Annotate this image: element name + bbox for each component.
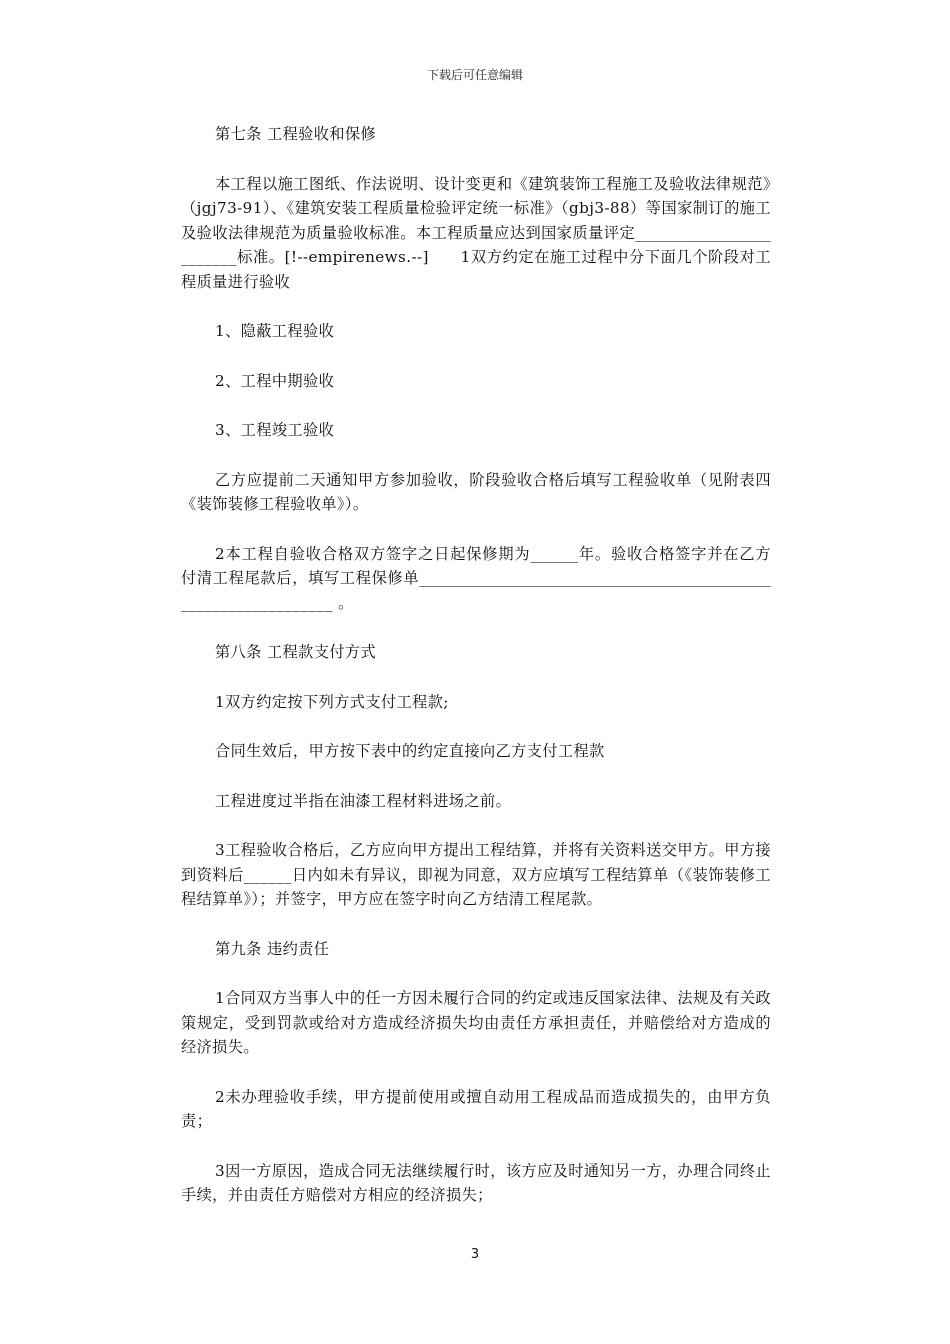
settlement-clause: 3工程验收合格后，乙方应向甲方提出工程结算，并将有关资料送交甲方。甲方接到资料后______日内如未有异议，即视为同意，双方应填写工程结算单（《装饰装修工程结算单》）；并签字，甲方应在签字时向乙方结清工程尾款。 — [181, 841, 771, 908]
document-body — [181, 122, 771, 1208]
liability-clause-1: 1合同双方当事人中的任一方因未履行合同的约定或违反国家法律、法规及有关政策规定，受到罚款或给对方造成经济损失均由责任方承担责任，并赔偿给对方造成的经济损失。 — [181, 989, 771, 1056]
page-header: 下载后可任意编辑 — [426, 68, 523, 82]
payment-clause-contract: 合同生效后，甲方按下表中的约定直接向乙方支付工程款 — [215, 742, 605, 760]
article-8-heading: 第八条 工程款支付方式 — [215, 643, 377, 661]
liability-clause-3: 3因一方原因，造成合同无法继续履行时，该方应及时通知另一方，办理合同终止手续，并由责任方赔偿对方相应的经济损失； — [181, 1161, 771, 1204]
article-7-heading: 第七条 工程验收和保修 — [215, 125, 377, 143]
page-number: 3 — [470, 1247, 480, 1262]
inspection-notice-clause: 乙方应提前二天通知甲方参加验收，阶段验收合格后填写工程验收单（见附表四《装饰装修工程验收单》）。 — [181, 470, 771, 513]
article-7-clause-standards: 本工程以施工图纸、作法说明、设计变更和《建筑装饰工程施工及验收法律规范》（jgj73-91）、《建筑安装工程质量检验评定统一标准》（gbj3-88）等国家制订的施工及验收法律规范为质量验收标准。本工程质量应达到国家质量评定________________________标准。[!--empirenews.--] 1双方约定在施工过程中分下面几个阶段对工程质量进行验收 — [181, 174, 771, 291]
inspection-stage-3: 3、工程竣工验收 — [215, 421, 335, 439]
inspection-stage-2: 2、工程中期验收 — [215, 371, 335, 390]
liability-clause-2: 2未办理验收手续，甲方提前使用或擅自动用工程成品而造成损失的，由甲方负责； — [181, 1087, 771, 1130]
article-9-heading: 第九条 违约责任 — [215, 939, 330, 958]
payment-clause-progress: 工程进度过半指在油漆工程材料进场之前。 — [215, 791, 512, 810]
payment-clause-1: 1双方约定按下列方式支付工程款; — [215, 692, 449, 711]
warranty-clause: 2本工程自验收合格双方签字之日起保修期为______年。验收合格签字并在乙方付清工程尾款后，填写工程保修单_______________________________________________________________ 。 — [181, 544, 771, 612]
inspection-stage-1: 1、隐蔽工程验收 — [215, 322, 335, 340]
